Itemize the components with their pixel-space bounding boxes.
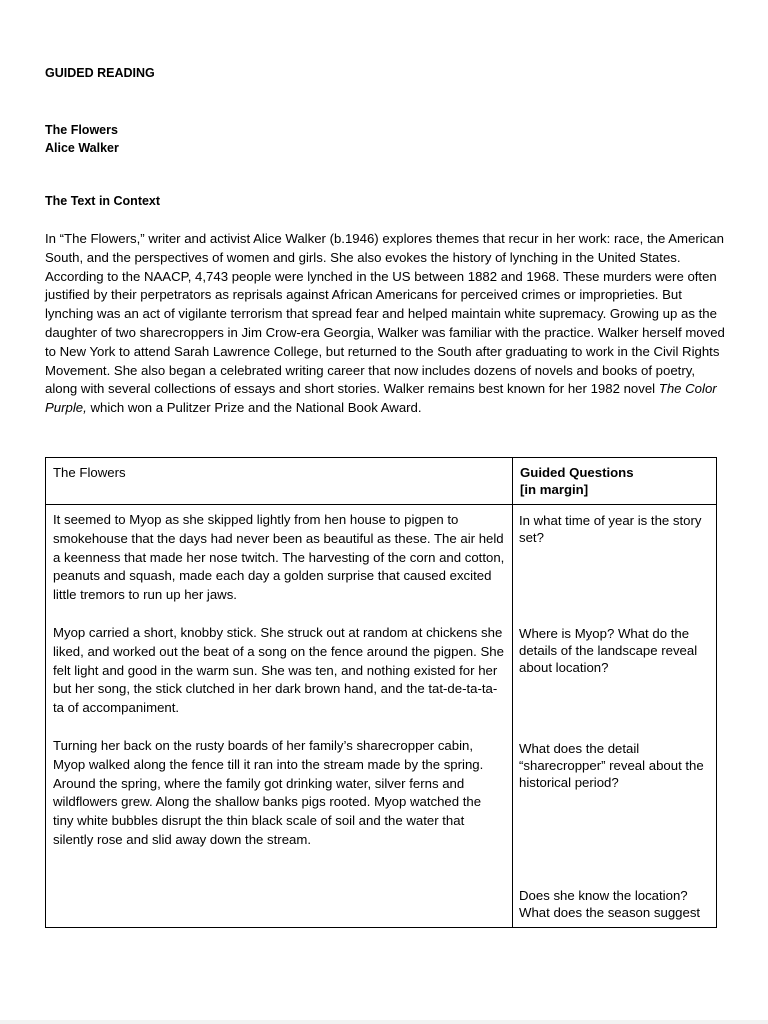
guided-question: In what time of year is the story set? xyxy=(519,513,702,545)
guided-question: Does she know the location? What does the season suggest xyxy=(519,888,701,920)
guided-reading-table xyxy=(45,457,717,928)
story-paragraph: It seemed to Myop as she skipped lightly from hen house to pigpen to smokehouse that the days had never been as beautiful as these. The air held a keenness that made her nose twitch. The harvesting of the corn and cotton, peanuts and squash, made each day a golden surprise that caused excited little tremors to run up her jaws. xyxy=(53,512,505,603)
guided-question: What does the detail “sharecropper” reveal about the historical period? xyxy=(519,741,704,790)
context-novel-title: The Color Purple, xyxy=(45,381,717,416)
story-paragraph: Myop carried a short, knobby stick. She struck out at random at chickens she liked, and worked out the beat of a song on the fence around the pigpen. She felt light and good in the warm sun. She was ten, and nothing existed for her but her song, the stick clutched in her dark brown hand, and the tat-de-ta-ta-ta of accompaniment. xyxy=(53,624,504,716)
guided-question: Where is Myop? What do the details of the landscape reveal about location? xyxy=(519,626,698,675)
questions-header-line-2: [in margin] xyxy=(520,482,589,497)
context-paragraph xyxy=(45,230,725,418)
questions-header-line-1: Guided Questions xyxy=(520,465,634,480)
story-title: The Flowers xyxy=(45,123,118,137)
context-text-1: In “The Flowers,” writer and activist Alice Walker (b.1946) explores themes that recur in her work: race, the American South, and the perspectives of women and girls. She also evokes the history of lynching in the United States. According to the NAACP, 4,743 people were lynched in the US between 1882 and 1968. These murders were often justified by their perpetrators as reprisals against African Americans for perceived crimes or improprieties. But lynching was an act of vigilante terrorism that spread fear and helped maintain white supremacy. Growing up as the daughter of two sharecroppers in Jim Crow-era Georgia, Walker was familiar with the practice. Walker herself moved to New York to attend Sarah Lawrence College, but returned to the South after graduating to work in the Civil Rights Movement. She also began a celebrated writing career that now includes dozens of novels and books of poetry, along with several collections of essays and short stories. Walker remains best known for her 1982 novel xyxy=(45,231,725,397)
doc-label: GUIDED READING xyxy=(45,66,155,80)
story-column-header: The Flowers xyxy=(46,458,513,505)
page-bottom-edge xyxy=(0,1020,768,1024)
questions-column-header xyxy=(513,458,717,505)
context-heading: The Text in Context xyxy=(45,194,161,208)
table-header-row xyxy=(46,458,717,505)
story-text-cell xyxy=(46,505,513,928)
questions-cell xyxy=(513,505,717,928)
story-author: Alice Walker xyxy=(45,141,119,155)
table-body-row xyxy=(46,505,717,928)
story-paragraph: Turning her back on the rusty boards of her family’s sharecropper cabin, Myop walked along the fence till it ran into the stream made by the spring. Around the spring, where the family got drinking water, silver ferns and wildflowers grew. Along the shallow banks pigs rooted. Myop watched the tiny white bubbles disrupt the thin black scale of soil and the water that silently rose and slid away down the stream. xyxy=(53,737,484,847)
context-text-2: which won a Pulitzer Prize and the National Book Award. xyxy=(86,400,422,416)
